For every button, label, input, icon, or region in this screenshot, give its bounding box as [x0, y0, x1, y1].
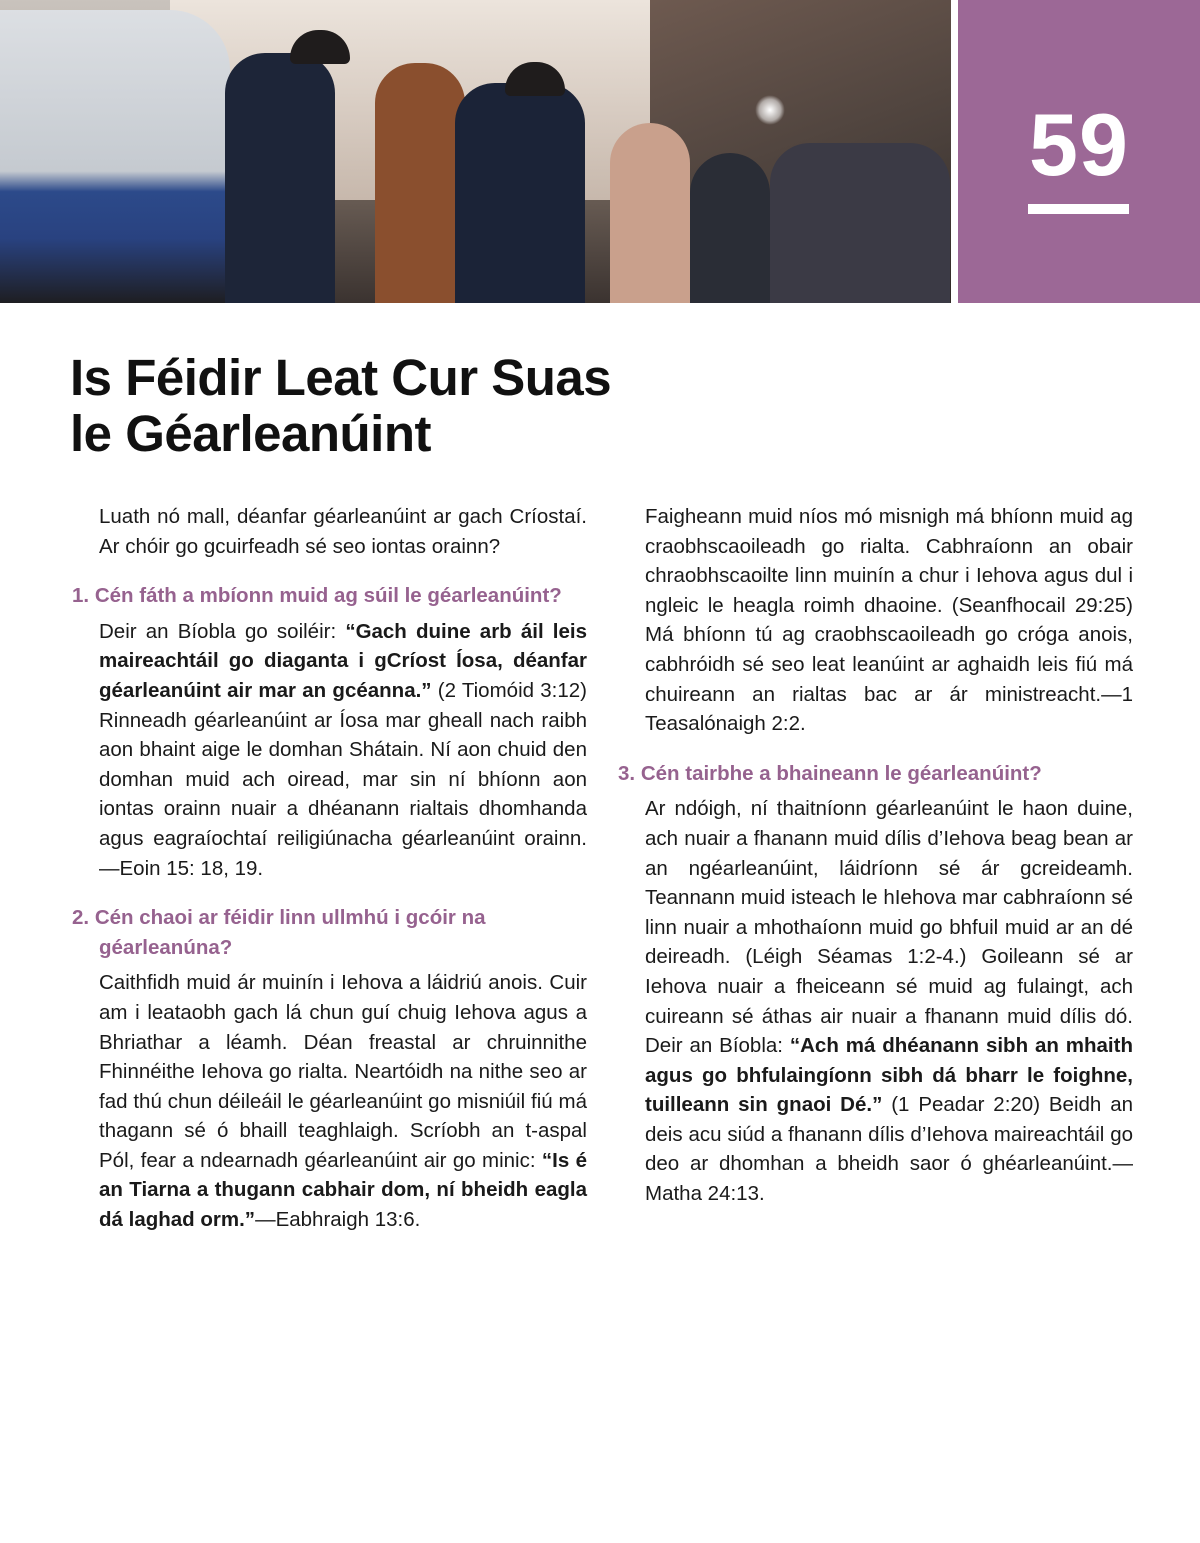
title-line: le Géarleanúint	[70, 405, 431, 462]
hero-photo	[0, 0, 951, 303]
scripture-quote: “Ach má dhéanann sibh an mhaith agus go bhfulaingíonn sibh dá bharr le foighne, tuilleann sin gnaoi Dé.”	[645, 1034, 1133, 1117]
text: Deir an Bíobla go soiléir:	[99, 619, 346, 643]
photo-camera-light	[755, 95, 785, 125]
intro-paragraph: Luath nó mall, déanfar géarleanúint ar gach Críostaí. Ar chóir go gcuirfeadh sé seo iontas orainn?	[99, 505, 587, 558]
scripture-quote: “Is é an Tiarna a thugann cabhair dom, ní bheidh eagla dá laghad orm.”	[99, 1148, 587, 1232]
question-text: Cén tairbhe a bhaineann le géarleanúint?	[640, 761, 1042, 785]
photo-man	[375, 63, 465, 303]
question-number: 3.	[618, 761, 636, 785]
question-heading	[72, 903, 587, 962]
title-line: Is Féidir Leat Cur Suas	[70, 349, 612, 406]
question-number: 2.	[72, 906, 90, 930]
page-title	[70, 350, 611, 462]
text: (2 Tiomóid 3:12) Rinneadh géarleanúint ar Íosa mar gheall nach raibh aon bhaint aige le domhan Shátain. Ní aon chuid den domhan muid ach oiread, mar sin ní bhíonn aon iontas orainn nuair a dhéanann rialtais dhomhanda agus eagraíochtaí reiligiúnacha géarleanúint orainn.—Eoin 15: 18, 19.	[99, 678, 587, 880]
body-paragraph	[99, 617, 587, 883]
body-paragraph	[99, 968, 587, 1234]
left-column	[72, 502, 587, 1235]
question-heading	[618, 759, 1133, 789]
photo-crowd	[770, 143, 950, 303]
photo-officer	[455, 83, 585, 303]
text: (1 Peadar 2:20) Beidh an deis acu siúd a fhanann dílis d’Iehova maireachtáil go deo ar dhomhan a bheidh saor ó ghéarleanúint.—Matha 24:13.	[645, 1093, 1133, 1206]
photo-cameraman	[690, 153, 770, 303]
text: Caithfidh muid ár muinín i Iehova a láidriú anois. Cuir am i leataobh gach lá chun guí chuig Iehova agus a Bhriathar a léamh. Déan freastal ar chruinnithe Fhinnéithe Iehova go rialta. Neartóidh na nithe seo ar fad thú chun déileáil le géarleanúint go misniúil fiú má thagann sé ó bhaill teaghlaigh. Scríobh an t-aspal Pól, fear a ndearnadh géarleanúint air go minic:	[99, 971, 587, 1172]
lesson-number: 59	[1029, 95, 1129, 194]
photo-officer	[225, 53, 335, 303]
lesson-badge	[958, 0, 1200, 303]
question-text: Cén fáth a mbíonn muid ag súil le géarleanúint?	[94, 584, 562, 608]
question-heading	[72, 581, 587, 611]
body-paragraph	[645, 794, 1133, 1208]
body-paragraph: Faigheann muid níos mó misnigh má bhíonn muid ag craobhscaoileadh go rialta. Cabhraíonn an obair chraobhscaoilte linn muinín a chur i Iehova agus dul i ngleic le heagla roimh dhaoine. (Seanfhocail 29:25) Má bhíonn tú ag craobhscaoileadh go cróga anois, cabhróidh sé seo leat leanúint ar aghaidh leis fiú má chuireann an rialtas bac ar ár ministreacht.—1 Teasalónaigh 2:2.	[645, 505, 1133, 736]
text: Ar ndóigh, ní thaitníonn géarleanúint le haon duine, ach nuair a fhanann muid dílis d’Iehova beag bean ar an ngéarleanúint, láidríonn sé ár gcreideamh. Teannann muid isteach le hIehova mar cabhraíonn sé linn nuair a mhothaíonn muid go bhfuil muid ar an dé deireadh. (Léigh Séamas 1:2-4.) Goileann sé ar Iehova nuair a fheiceann sé muid ag fulaingt, ach cuireann sé áthas air nuair a fhanann muid dílis dó. Deir an Bíobla:	[645, 797, 1133, 1058]
question-text: Cén chaoi ar féidir linn ullmhú i gcóir na géarleanúna?	[94, 906, 486, 959]
right-column	[618, 502, 1133, 1209]
photo-reporter	[610, 123, 690, 303]
scripture-quote: “Gach duine arb áil leis maireachtáil go diaganta i gCríost Íosa, déanfar géarleanúint air mar an gcéanna.”	[99, 619, 587, 702]
lesson-number-underline	[1028, 204, 1129, 214]
question-number: 1.	[72, 584, 90, 608]
photo-police-van	[0, 10, 230, 303]
text: —Eabhraigh 13:6.	[255, 1208, 421, 1232]
